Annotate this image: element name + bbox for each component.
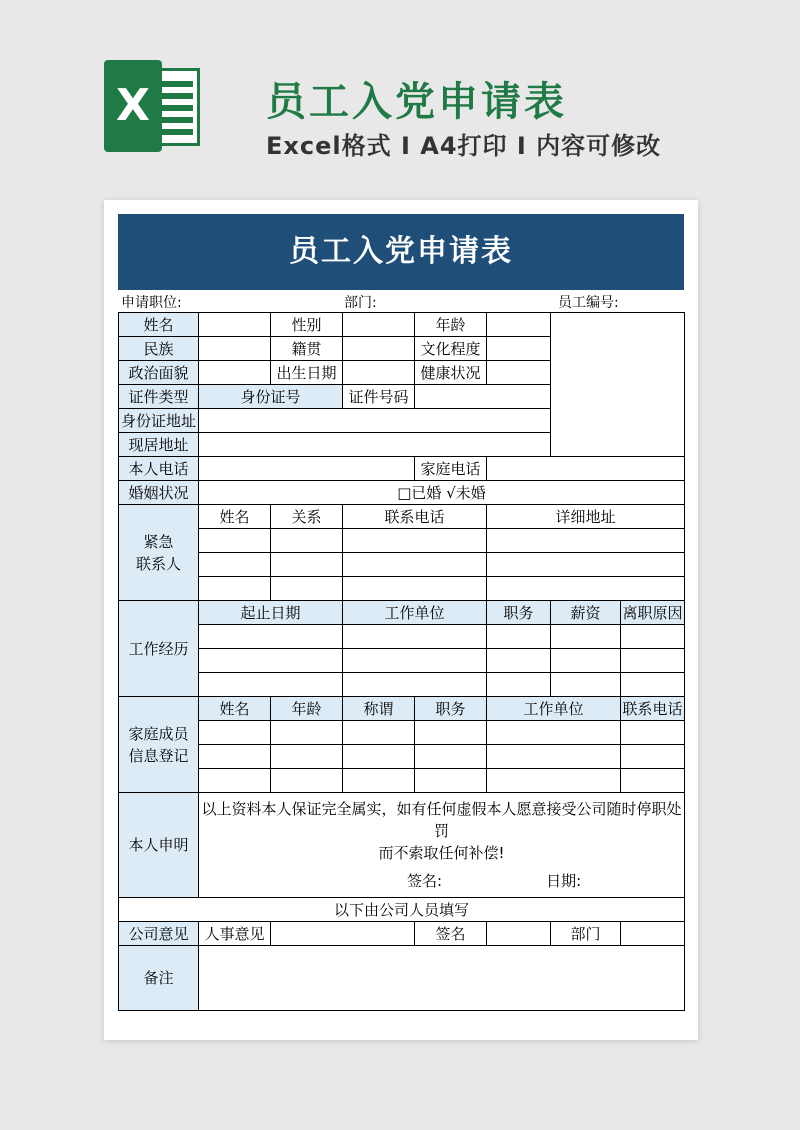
table-cell[interactable] [343, 673, 487, 697]
table-cell[interactable] [621, 745, 685, 769]
label-work-history: 工作经历 [119, 601, 199, 697]
label-birth-date: 出生日期 [271, 361, 343, 385]
label-gender: 性别 [271, 313, 343, 337]
field-id-address[interactable] [199, 409, 551, 433]
field-native-place[interactable] [343, 337, 415, 361]
page-subtitle: Excel格式 I A4打印 I 内容可修改 [266, 132, 662, 160]
application-form-table [118, 312, 685, 1011]
table-cell[interactable] [487, 745, 621, 769]
table-cell[interactable] [487, 649, 551, 673]
label-declaration: 本人申明 [119, 793, 199, 898]
emergency-header-phone: 联系电话 [343, 505, 487, 529]
declaration-line2: 而不索取任何补偿! [378, 844, 505, 862]
table-cell[interactable] [621, 769, 685, 793]
table-cell[interactable] [271, 721, 343, 745]
field-phone[interactable] [199, 457, 415, 481]
marital-options[interactable]: □已婚 √未婚 [199, 481, 685, 505]
table-cell[interactable] [551, 673, 621, 697]
field-remark[interactable] [199, 946, 685, 1011]
label-age: 年龄 [415, 313, 487, 337]
work-header-reason: 离职原因 [621, 601, 685, 625]
field-political[interactable] [199, 361, 271, 385]
label-native-place: 籍贯 [271, 337, 343, 361]
label-marital: 婚姻状况 [119, 481, 199, 505]
field-hr-opinion[interactable] [271, 922, 415, 946]
table-cell[interactable] [343, 721, 415, 745]
work-header-dates: 起止日期 [199, 601, 343, 625]
table-cell[interactable] [271, 529, 343, 553]
field-birth-date[interactable] [343, 361, 415, 385]
table-cell[interactable] [415, 721, 487, 745]
table-cell[interactable] [621, 673, 685, 697]
field-education[interactable] [487, 337, 551, 361]
label-education: 文化程度 [415, 337, 487, 361]
label-name: 姓名 [119, 313, 199, 337]
table-cell[interactable] [343, 553, 487, 577]
table-cell[interactable] [199, 673, 343, 697]
label-remark: 备注 [119, 946, 199, 1011]
family-header-phone: 联系电话 [621, 697, 685, 721]
table-cell[interactable] [199, 745, 271, 769]
field-health[interactable] [487, 361, 551, 385]
form-banner: 员工入党申请表 [118, 214, 684, 290]
info-department: 部门: [344, 295, 377, 311]
family-header-name: 姓名 [199, 697, 271, 721]
table-cell[interactable] [621, 721, 685, 745]
field-home-phone[interactable] [487, 457, 685, 481]
table-cell[interactable] [199, 721, 271, 745]
table-cell[interactable] [487, 721, 621, 745]
info-employee-no: 员工编号: [558, 295, 619, 311]
field-ethnicity[interactable] [199, 337, 271, 361]
table-cell[interactable] [415, 769, 487, 793]
emergency-header-address: 详细地址 [487, 505, 685, 529]
page-title: 员工入党申请表 [266, 79, 567, 125]
label-company-sign: 签名 [415, 922, 487, 946]
table-cell[interactable] [487, 625, 551, 649]
declaration-sign: 签名: [407, 872, 443, 890]
label-cert-no: 证件号码 [343, 385, 415, 409]
label-current-address: 现居地址 [119, 433, 199, 457]
table-cell[interactable] [199, 649, 343, 673]
table-cell[interactable] [487, 553, 685, 577]
table-cell[interactable] [343, 625, 487, 649]
work-header-salary: 薪资 [551, 601, 621, 625]
label-phone: 本人电话 [119, 457, 199, 481]
table-cell[interactable] [271, 745, 343, 769]
label-id-address: 身份证地址 [119, 409, 199, 433]
label-family-members: 家庭成员 信息登记 [119, 697, 199, 793]
label-hr-opinion: 人事意见 [199, 922, 271, 946]
table-cell[interactable] [487, 673, 551, 697]
label-ethnicity: 民族 [119, 337, 199, 361]
field-gender[interactable] [343, 313, 415, 337]
label-emergency-contact: 紧急 联系人 [119, 505, 199, 601]
label-id-type: 证件类型 [119, 385, 199, 409]
table-cell[interactable] [551, 625, 621, 649]
declaration-line1: 以上资料本人保证完全属实，如有任何虚假本人愿意接受公司随时停职处罚 [201, 800, 682, 840]
info-position: 申请职位: [121, 295, 182, 311]
table-cell[interactable] [199, 553, 271, 577]
work-header-title: 职务 [487, 601, 551, 625]
family-header-title: 职务 [415, 697, 487, 721]
field-company-sign[interactable] [487, 922, 551, 946]
work-header-employer: 工作单位 [343, 601, 487, 625]
table-cell[interactable] [343, 577, 487, 601]
field-company-department[interactable] [621, 922, 685, 946]
family-header-relation: 称谓 [343, 697, 415, 721]
emergency-header-relation: 关系 [271, 505, 343, 529]
table-cell[interactable] [621, 625, 685, 649]
table-cell[interactable] [487, 769, 621, 793]
label-company-department: 部门 [551, 922, 621, 946]
table-cell[interactable] [199, 577, 271, 601]
table-cell[interactable] [551, 649, 621, 673]
table-cell[interactable] [487, 529, 685, 553]
field-age[interactable] [487, 313, 551, 337]
emergency-header-name: 姓名 [199, 505, 271, 529]
family-header-age: 年龄 [271, 697, 343, 721]
table-cell[interactable] [271, 577, 343, 601]
table-cell[interactable] [271, 769, 343, 793]
excel-logo-icon [100, 58, 204, 154]
table-cell[interactable] [343, 769, 415, 793]
table-cell[interactable] [415, 745, 487, 769]
label-home-phone: 家庭电话 [415, 457, 487, 481]
declaration-date: 日期: [546, 872, 582, 890]
field-cert-no[interactable] [415, 385, 551, 409]
table-cell[interactable] [199, 529, 271, 553]
declaration-box[interactable] [199, 793, 685, 898]
table-cell[interactable] [487, 577, 685, 601]
label-political: 政治面貌 [119, 361, 199, 385]
table-cell[interactable] [621, 649, 685, 673]
table-cell[interactable] [271, 553, 343, 577]
table-cell[interactable] [343, 745, 415, 769]
logo-letter: X [104, 60, 162, 152]
table-cell[interactable] [343, 649, 487, 673]
label-health: 健康状况 [415, 361, 487, 385]
company-section-title: 以下由公司人员填写 [119, 898, 685, 922]
field-name[interactable] [199, 313, 271, 337]
field-current-address[interactable] [199, 433, 551, 457]
table-cell[interactable] [343, 529, 487, 553]
label-id-no: 身份证号 [199, 385, 343, 409]
table-cell[interactable] [199, 625, 343, 649]
table-cell[interactable] [199, 769, 271, 793]
family-header-employer: 工作单位 [487, 697, 621, 721]
photo-box[interactable] [551, 313, 685, 457]
label-company-opinion: 公司意见 [119, 922, 199, 946]
